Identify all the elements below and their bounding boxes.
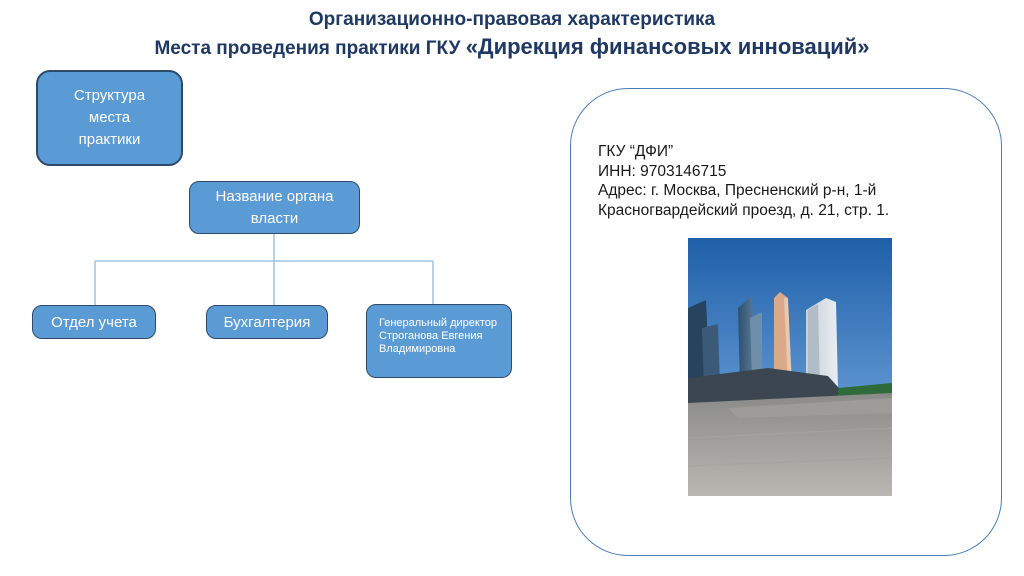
organization-info [598,142,998,220]
authority-label: Название органа власти [215,187,334,227]
organization-address-line-1: Адрес: г. Москва, Пресненский р-н, 1-й [598,182,877,199]
title-line-1: Организационно-правовая характеристика [308,9,716,30]
bookkeeping-box [206,305,328,339]
structure-root-label: Структура места практики [73,87,146,148]
director-label: Генеральный директор Строганова Евгения Владимировна [379,317,497,355]
office-building-photo [688,238,892,496]
accounting-department-label: Отдел учета [51,313,137,331]
organization-name: ГКУ “ДФИ” [598,143,674,160]
authority-box [189,181,360,234]
organization-address-line-2: Красногвардейский проезд, д. 21, стр. 1. [598,201,890,219]
organization-inn: ИНН: 9703146715 [598,162,727,180]
bookkeeping-label: Бухгалтерия [223,313,311,331]
structure-root-box [36,70,183,166]
title-line-2-org: «Дирекция финансовых инноваций» [465,34,870,59]
title-line-2-prefix: Места проведения практики ГКУ [154,38,466,59]
director-box [366,304,512,378]
accounting-department-box [32,305,156,339]
